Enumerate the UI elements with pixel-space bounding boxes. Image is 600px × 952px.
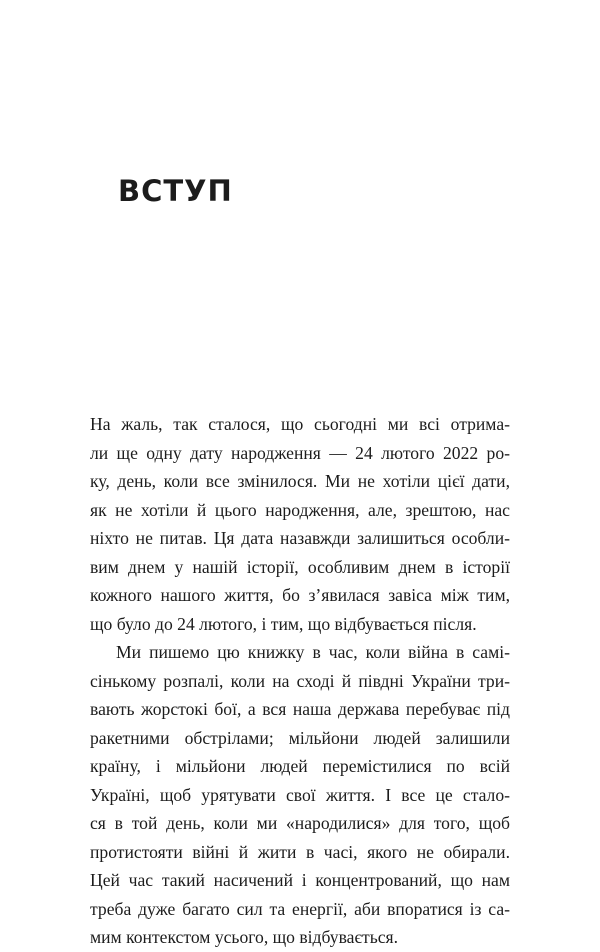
text-line: Ми пишемо цю книжку в час, коли війна в самі-: [116, 642, 510, 662]
text-line: сінькому розпалі, коли на сході й півдні України три-: [90, 670, 510, 691]
text-line: вим днем у нашій історії, особливим днем в історії: [90, 556, 510, 577]
text-line: кожного нашого життя, бо з’явилася завіса між тим,: [90, 585, 510, 605]
text-line: ніхто не питав. Ця дата назавжди залишиться особли-: [90, 528, 510, 548]
text-line: що було до 24 лютого, і тим, що відбувається після.: [90, 613, 477, 634]
text-line: На жаль, так сталося, що сьогодні ми всі отрима-: [90, 414, 510, 434]
text-line: мим контекстом усього, що відбувається.: [90, 927, 399, 947]
text-line: як не хотіли й цього народження, але, зрештою, нас: [90, 499, 510, 520]
text-line: ся в той день, коли ми «народилися» для того, щоб: [90, 813, 510, 833]
text-line: ракетними обстрілами; мільйони людей залишили: [90, 727, 510, 748]
text-line: ку, день, коли все змінилося. Ми не хотіли цієї дати,: [90, 471, 510, 491]
text-line: протистояти війні й жити в часі, якого не обирали.: [90, 841, 510, 862]
chapter-title: ВСТУП: [118, 174, 233, 208]
text-line: ли ще одну дату народження — 24 лютого 2022 ро-: [90, 442, 510, 463]
text-line: треба дуже багато сил та енергії, аби впоратися із са-: [90, 898, 510, 919]
text-line: Україні, щоб урятувати свої життя. І все це стало-: [90, 784, 510, 805]
text-line: Цей час такий насичений і концентрований, що нам: [90, 870, 510, 890]
text-line: вають жорстокі бої, а вся наша держава перебуває під: [90, 699, 510, 719]
text-line: країну, і мільйони людей перемістилися по всій: [90, 756, 510, 776]
body-text: [90, 410, 510, 952]
